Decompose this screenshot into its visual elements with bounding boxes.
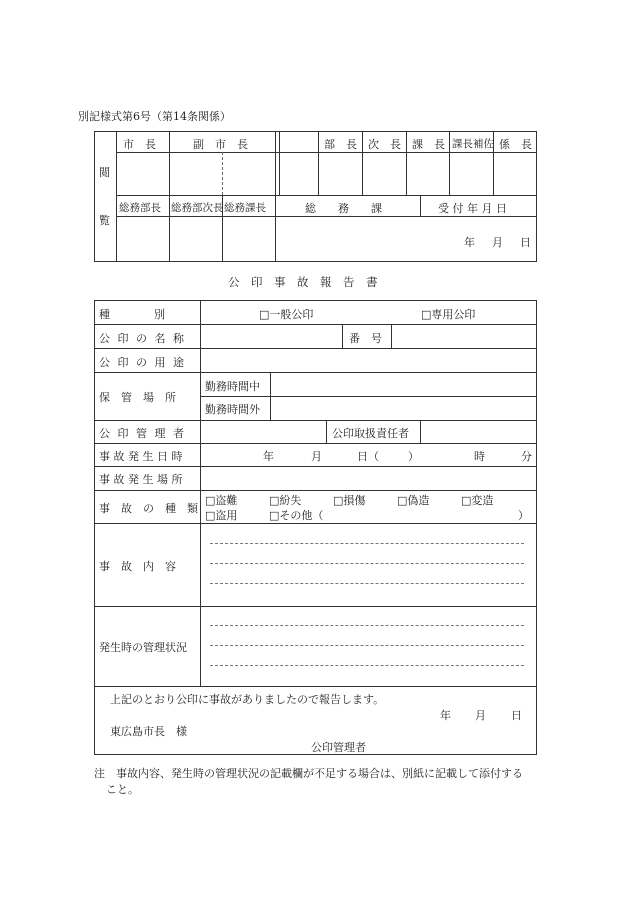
report-statement: 上記のとおり公印に事故がありましたので報告します。 — [110, 693, 385, 706]
approval-subsection-chief: 係 長 — [499, 138, 532, 151]
type-alteration-checkbox[interactable]: □変造 — [461, 494, 494, 507]
number-label: 番 号 — [349, 332, 382, 345]
approval-gen-affairs-director: 総務部長 — [119, 202, 161, 214]
report-date-month: 月 — [475, 709, 486, 722]
storage-work-hours-label: 勤務時間中 — [205, 380, 260, 393]
approval-side-label-2: 覧 — [99, 214, 110, 227]
report-date-day: 日 — [511, 709, 522, 722]
note-line-1: 注 事故内容、発生時の管理状況の記載欄が不足する場合は、別紙に記載して添付する — [94, 767, 523, 780]
approval-assistant-chief: 課長補佐 — [452, 138, 494, 150]
report-manager-label: 公印管理者 — [311, 741, 366, 754]
approval-gen-affairs-chief: 総務課長 — [224, 202, 266, 214]
approval-date-year: 年 — [464, 236, 475, 249]
kind-general-checkbox[interactable]: □一般公印 — [259, 308, 314, 321]
storage-label: 保 管 場 所 — [99, 391, 176, 404]
datetime-day: 日（ — [357, 450, 379, 463]
seal-manager-label: 公 印 管 理 者 — [99, 427, 186, 440]
approval-gen-affairs-section: 総 務 課 — [305, 202, 382, 215]
incident-content-label: 事 故 内 容 — [99, 560, 176, 573]
type-damage-checkbox[interactable]: □損傷 — [333, 494, 366, 507]
content-line[interactable] — [210, 583, 524, 584]
approval-date-day: 日 — [520, 236, 531, 249]
storage-off-hours-label: 勤務時間外 — [205, 403, 260, 416]
note-line-2: こと。 — [106, 783, 139, 796]
type-loss-checkbox[interactable]: □紛失 — [269, 494, 302, 507]
form-reference: 別記様式第6号（第14条関係） — [78, 110, 231, 123]
approval-deputy-director: 次 長 — [368, 138, 401, 151]
kind-label: 種 別 — [99, 308, 165, 321]
approval-gen-affairs-deputy: 総務部次長 — [171, 202, 224, 214]
approval-received-date-label: 受 付 年 月 日 — [438, 202, 507, 215]
type-misuse-checkbox[interactable]: □盗用 — [205, 509, 238, 522]
approval-mayor: 市 長 — [123, 138, 156, 151]
page-title: 公 印 事 故 報 告 書 — [228, 275, 378, 289]
incident-type-label: 事 故 の 種 類 — [99, 502, 198, 515]
seal-handler-label: 公印取扱責任者 — [332, 427, 409, 440]
content-line[interactable] — [210, 543, 524, 544]
incident-datetime-label: 事 故 発 生 日 時 — [99, 450, 183, 463]
datetime-year: 年 — [263, 450, 274, 463]
datetime-month: 月 — [311, 450, 322, 463]
approval-section-chief: 課 長 — [412, 138, 445, 151]
management-line[interactable] — [210, 665, 524, 666]
approval-side-label-1: 閲 — [99, 166, 110, 179]
content-line[interactable] — [210, 563, 524, 564]
datetime-minute: 分 — [521, 450, 532, 463]
management-status-label: 発生時の管理状況 — [99, 641, 187, 654]
datetime-weekday-close: ） — [408, 450, 419, 463]
type-other-checkbox[interactable]: □その他（ — [269, 509, 324, 522]
report-date-year: 年 — [440, 709, 451, 722]
management-line[interactable] — [210, 625, 524, 626]
approval-director: 部 長 — [324, 138, 357, 151]
approval-date-month: 月 — [492, 236, 503, 249]
seal-use-label: 公 印 の 用 途 — [99, 356, 186, 369]
type-other-close: ） — [518, 509, 529, 522]
type-theft-checkbox[interactable]: □盗難 — [205, 494, 238, 507]
seal-name-label: 公 印 の 名 称 — [99, 332, 186, 345]
management-line[interactable] — [210, 645, 524, 646]
addressee: 東広島市長 様 — [110, 725, 187, 738]
type-forgery-checkbox[interactable]: □偽造 — [397, 494, 430, 507]
approval-vice-mayor: 副 市 長 — [193, 138, 248, 151]
datetime-hour: 時 — [474, 450, 485, 463]
incident-place-label: 事 故 発 生 場 所 — [99, 473, 183, 486]
kind-special-checkbox[interactable]: □専用公印 — [421, 308, 476, 321]
